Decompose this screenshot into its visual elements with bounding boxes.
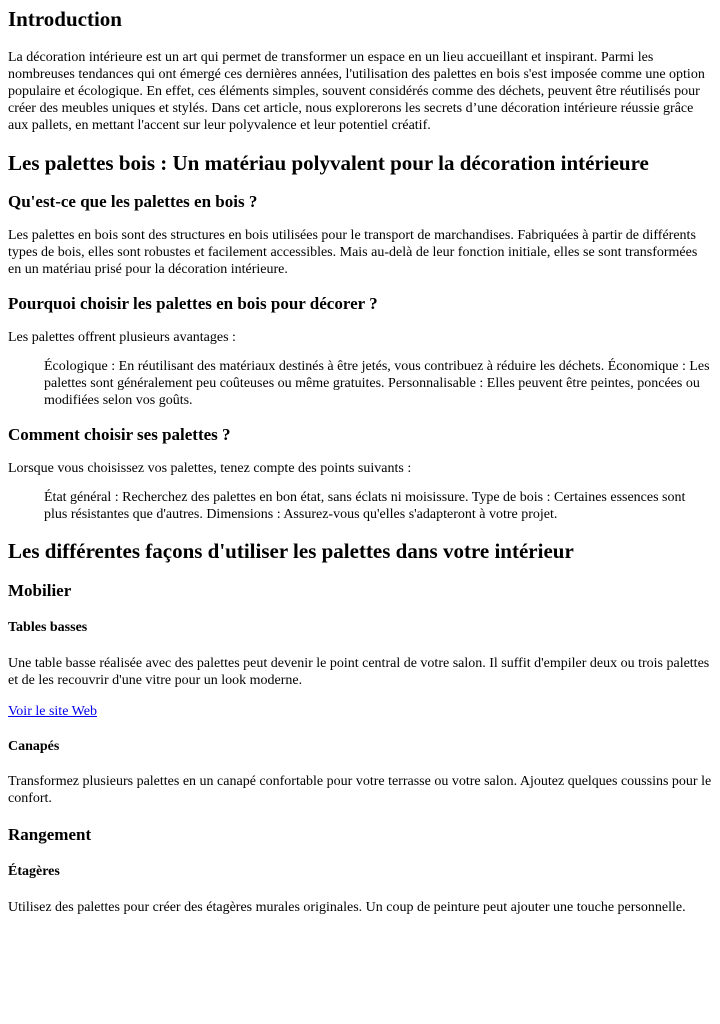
sofas-heading: Canapés bbox=[8, 739, 60, 754]
what-heading: Qu'est-ce que les palettes en bois ? bbox=[8, 192, 258, 211]
storage-heading: Rangement bbox=[8, 825, 92, 844]
why-paragraph: Les palettes offrent plusieurs avantages : bbox=[8, 330, 236, 345]
coffee-tables-paragraph: Une table basse réalisée avec des palettes peut devenir le point central de votre salon. Il suffit d'empiler deux ou trois palettes et de les recouvrir d'une vitre pour un look moderne. bbox=[8, 656, 710, 688]
intro-heading: Introduction bbox=[8, 7, 122, 31]
section2-heading: Les différentes façons d'utiliser les palettes dans votre intérieur bbox=[8, 539, 574, 563]
criteria-quote: État général : Recherchez des palettes en bon état, sans éclats ni moisissure. Type de bois : Certaines essences sont plus résistantes que d'autres. Dimensions : Assurez-vous qu'elles s'adapteront à votre projet. bbox=[44, 490, 686, 522]
intro-paragraph: La décoration intérieure est un art qui permet de transformer un espace en un lieu accueillant et inspirant. Parmi les nombreuses tendances qui ont émergé ces dernières années, l'utilisation des palettes en bois s'est imposée comme une option populaire et écologique. En effet, ces éléments simples, souvent considérés comme des déchets, peuvent être réutilisés pour créer des meubles uniques et stylés. Dans cet article, nous explorerons les secrets d’une décoration intérieure réussie grâce aux pallets, en mettant l'accent sur leur polyvalence et leur potentiel créatif. bbox=[8, 50, 705, 133]
how-heading: Comment choisir ses palettes ? bbox=[8, 425, 231, 444]
furniture-heading: Mobilier bbox=[8, 581, 72, 600]
coffee-tables-heading: Tables basses bbox=[8, 620, 88, 635]
shelves-heading: Étagères bbox=[8, 864, 60, 879]
article bbox=[0, 7, 720, 916]
why-heading: Pourquoi choisir les palettes en bois pour décorer ? bbox=[8, 294, 378, 313]
link-row bbox=[8, 703, 712, 720]
shelves-paragraph: Utilisez des palettes pour créer des étagères murales originales. Un coup de peinture peut ajouter une touche personnelle. bbox=[8, 900, 686, 915]
visit-website-link[interactable]: Voir le site Web bbox=[8, 704, 97, 719]
how-paragraph: Lorsque vous choisissez vos palettes, tenez compte des points suivants : bbox=[8, 461, 412, 476]
what-paragraph: Les palettes en bois sont des structures en bois utilisées pour le transport de marchandises. Fabriquées à partir de différents types de bois, elles sont robustes et facilement accessibles. Mais au-delà de leur fonction initiale, elles se sont transformées en un matériau prisé pour la décoration intérieure. bbox=[8, 228, 698, 277]
sofas-paragraph: Transformez plusieurs palettes en un canapé confortable pour votre terrasse ou votre salon. Ajoutez quelques coussins pour le confort. bbox=[8, 774, 712, 806]
section1-heading: Les palettes bois : Un matériau polyvalent pour la décoration intérieure bbox=[8, 151, 649, 175]
advantages-quote: Écologique : En réutilisant des matériaux destinés à être jetés, vous contribuez à réduire les déchets. Économique : Les palettes sont généralement peu coûteuses ou même gratuites. Personnalisable : Elles peuvent être peintes, poncées ou modifiées selon vos goûts. bbox=[44, 359, 710, 408]
